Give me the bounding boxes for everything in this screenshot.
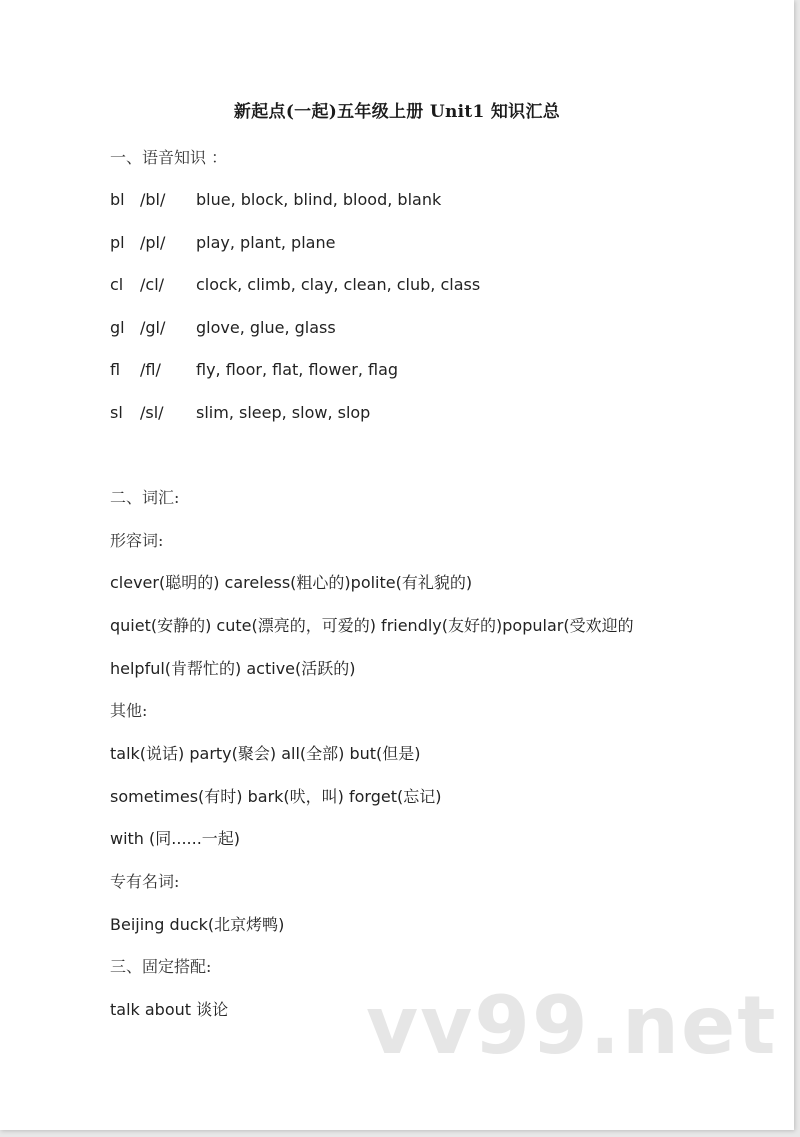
phonics-symbol: /bl/ <box>140 190 166 209</box>
watermark: vv99.net <box>366 979 778 1072</box>
vocabulary-line: quiet(安静的) cute(漂亮的，可爱的) friendly(友好的)popular(受欢迎的 <box>110 616 634 635</box>
vocabulary-line: helpful(肯帮忙的) active(活跃的) <box>110 659 356 678</box>
phonics-symbol: /pl/ <box>140 233 166 252</box>
vocabulary-line: talk(说话) party(聚会) all(全部) but(但是) <box>110 744 421 763</box>
phonics-words: glove, glue, glass <box>196 318 336 337</box>
vocabulary-line: sometimes(有时) bark(吠，叫) forget(忘记) <box>110 787 442 806</box>
phonics-words: blue, block, blind, blood, blank <box>196 190 442 209</box>
phonics-letters: gl <box>110 318 125 337</box>
phonics-words: clock, climb, clay, clean, club, class <box>196 275 481 294</box>
phonics-letters: bl <box>110 190 125 209</box>
section-vocabulary-heading: 二、词汇: <box>110 488 180 507</box>
phonics-words: slim, sleep, slow, slop <box>196 403 371 422</box>
phonics-symbol: /gl/ <box>140 318 166 337</box>
phonics-letters: sl <box>110 403 123 422</box>
phonics-words: play, plant, plane <box>196 233 336 252</box>
section-phonics-heading: 一、语音知识 ： <box>110 148 228 167</box>
section-collocations-heading: 三、固定搭配: <box>110 957 212 976</box>
phonics-symbol: /sl/ <box>140 403 164 422</box>
vocabulary-line: clever(聪明的) careless(粗心的)polite(有礼貌的) <box>110 573 473 592</box>
proper-nouns-heading: 专有名词: <box>110 872 180 891</box>
phonics-symbol: /cl/ <box>140 275 165 294</box>
phonics-letters: pl <box>110 233 125 252</box>
others-heading: 其他: <box>110 701 148 720</box>
phonics-letters: fl <box>110 360 121 379</box>
phonics-words: fly, floor, flat, flower, flag <box>196 360 399 379</box>
phonics-symbol: /fl/ <box>140 360 161 379</box>
collocation-line: talk about 谈论 <box>110 1000 229 1019</box>
document-title: 新起点(一起)五年级上册 Unit1 知识汇总 <box>233 102 561 122</box>
adjectives-heading: 形容词: <box>110 531 164 550</box>
phonics-letters: cl <box>110 275 124 294</box>
vocabulary-line: with (同......一起) <box>110 829 241 848</box>
vocabulary-line: Beijing duck(北京烤鸭) <box>110 915 285 934</box>
